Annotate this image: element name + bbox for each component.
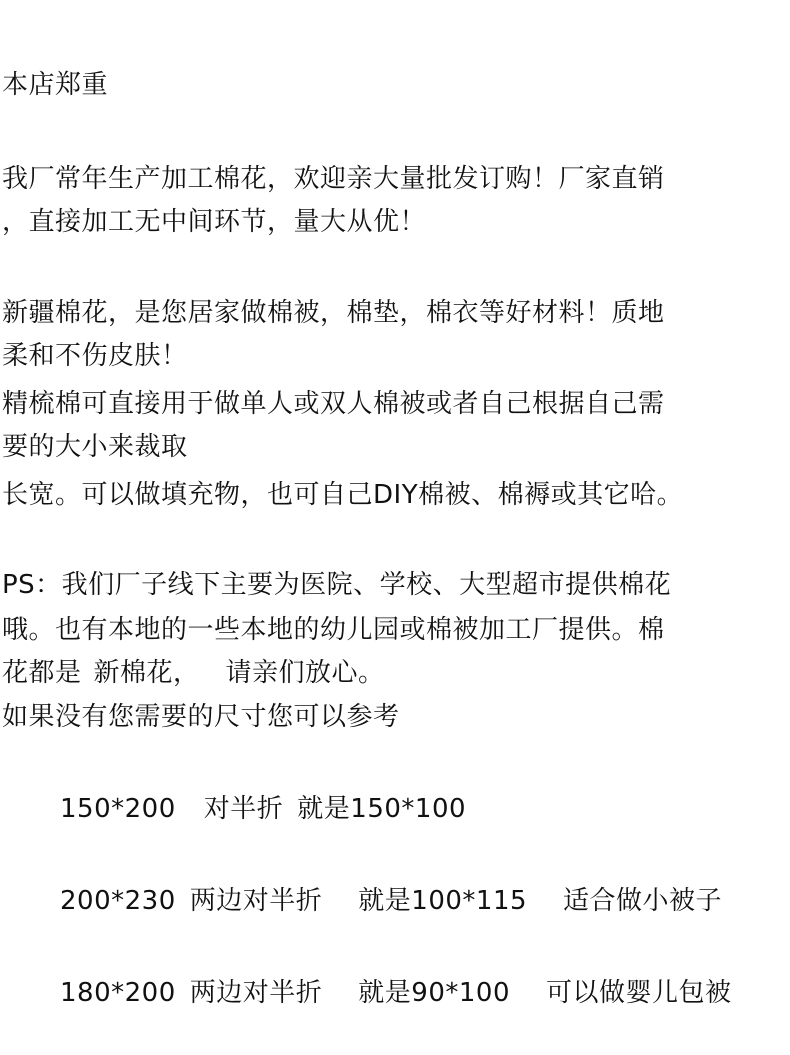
usage-note: 可以做婴儿包被 — [546, 978, 732, 1008]
material-line-1: 新疆棉花，是您居家做棉被，棉垫，棉衣等好材料！质地 — [2, 298, 665, 328]
ps-line-1: PS：我们厂子线下主要为医院、学校、大型超市提供棉花 — [2, 570, 672, 600]
size-value: 200*230 — [60, 886, 176, 916]
ps-line-3-part-c: 请亲们放心。 — [225, 658, 385, 688]
folded-size: 就是90*100 — [358, 978, 510, 1008]
fold-method: 两边对半折 — [189, 978, 323, 1008]
folded-size: 就是100*115 — [358, 886, 528, 916]
fold-method: 对半折 — [203, 794, 284, 824]
usage-note: 适合做小被子 — [563, 886, 723, 916]
ps-line-2: 哦。也有本地的一些本地的幼儿园或棉被加工厂提供。棉 — [2, 615, 665, 645]
ps-line-4: 如果没有您需要的尺寸您可以参考 — [2, 702, 400, 732]
size-row-3 — [60, 975, 732, 1011]
fold-method: 两边对半折 — [189, 886, 323, 916]
material-line-3: 精梳棉可直接用于做单人或双人棉被或者自己根据自己需 — [2, 389, 665, 419]
size-value: 180*200 — [60, 978, 176, 1008]
ps-line-3 — [2, 655, 385, 691]
size-value: 150*200 — [60, 794, 176, 824]
material-line-4: 要的大小来裁取 — [2, 432, 188, 462]
intro-line-2: ，直接加工无中间环节，量大从优！ — [2, 207, 427, 237]
size-row-2 — [60, 883, 722, 919]
ps-line-3-part-b: 新棉花， — [93, 658, 200, 688]
intro-line-1: 我厂常年生产加工棉花，欢迎亲大量批发订购！厂家直销 — [2, 164, 665, 194]
size-row-1 — [60, 791, 466, 827]
ps-line-3-part-a: 花都是 — [2, 658, 82, 688]
material-line-5: 长宽。可以做填充物，也可自己DIY棉被、棉褥或其它哈。 — [2, 480, 684, 510]
folded-size: 就是150*100 — [297, 794, 467, 824]
page-title: 本店郑重 — [2, 70, 109, 100]
material-line-2: 柔和不伤皮肤！ — [2, 341, 188, 371]
